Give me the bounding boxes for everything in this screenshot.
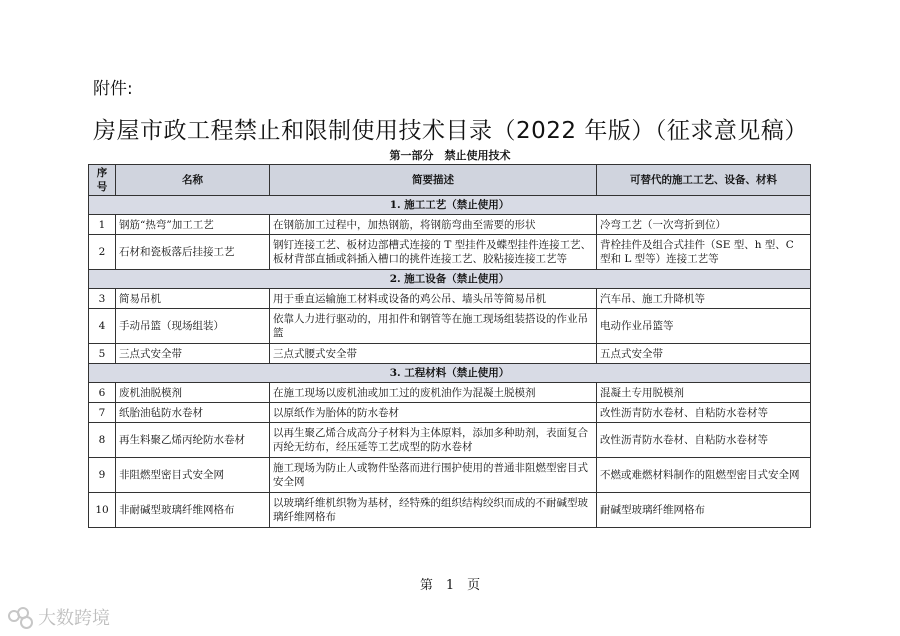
table-row <box>89 215 811 235</box>
section-row <box>89 270 811 289</box>
row-number: 5 <box>89 344 116 364</box>
row-name: 手动吊篮（现场组装） <box>116 309 270 344</box>
row-number: 3 <box>89 289 116 309</box>
row-alternative: 冷弯工艺（一次弯折到位） <box>597 215 811 235</box>
table-row <box>89 309 811 344</box>
row-description: 依靠人力进行驱动的，用扣件和钢管等在施工现场组装搭设的作业吊篮 <box>270 309 597 344</box>
table-row <box>89 235 811 270</box>
page-number: 第 1 页 <box>419 578 481 593</box>
table-body <box>89 196 811 528</box>
row-description: 以原纸作为胎体的防水卷材 <box>270 403 597 423</box>
table-row <box>89 289 811 309</box>
watermark-logo-icon <box>8 606 34 628</box>
section-label: 2. 施工设备（禁止使用） <box>89 270 811 289</box>
watermark-text: 大数跨境 <box>38 608 110 629</box>
row-name: 再生料聚乙烯丙纶防水卷材 <box>116 423 270 458</box>
row-description: 三点式腰式安全带 <box>270 344 597 364</box>
row-alternative: 五点式安全带 <box>597 344 811 364</box>
row-description: 以玻璃纤维机织物为基材，经特殊的组织结构绞织而成的不耐碱型玻璃纤维网格布 <box>270 493 597 528</box>
row-alternative: 改性沥青防水卷材、自粘防水卷材等 <box>597 423 811 458</box>
row-description: 用于垂直运输施工材料或设备的鸡公吊、墙头吊等简易吊机 <box>270 289 597 309</box>
row-number: 6 <box>89 383 116 403</box>
part-title: 第一部分 禁止使用技术 <box>389 149 511 162</box>
attachment-label: 附件: <box>93 79 133 99</box>
header-no: 序号 <box>89 165 116 196</box>
watermark <box>8 604 110 630</box>
header-alternative: 可替代的施工工艺、设备、材料 <box>597 165 811 196</box>
row-name: 废机油脱模剂 <box>116 383 270 403</box>
row-number: 2 <box>89 235 116 270</box>
row-description: 以再生聚乙烯合成高分子材料为主体原料，添加多种助剂，表面复合丙纶无纺布，经压延等工艺成型的防水卷材 <box>270 423 597 458</box>
table-row <box>89 458 811 493</box>
table-row <box>89 403 811 423</box>
row-description: 施工现场为防止人或物件坠落而进行围护使用的普通非阻燃型密目式安全网 <box>270 458 597 493</box>
row-alternative: 改性沥青防水卷材、自粘防水卷材等 <box>597 403 811 423</box>
row-alternative: 汽车吊、施工升降机等 <box>597 289 811 309</box>
row-name: 石材和瓷板落后挂接工艺 <box>116 235 270 270</box>
section-label: 3. 工程材料（禁止使用） <box>89 364 811 383</box>
row-description: 钢钉连接工艺、板材边部槽式连接的 T 型挂件及蝶型挂件连接工艺、板材背部直插或斜插入槽口的挑件连接工艺、胶粘接连接工艺等 <box>270 235 597 270</box>
row-number: 4 <box>89 309 116 344</box>
row-name: 钢筋“热弯”加工工艺 <box>116 215 270 235</box>
row-number: 7 <box>89 403 116 423</box>
row-alternative: 不燃或难燃材料制作的阻燃型密目式安全网 <box>597 458 811 493</box>
row-name: 简易吊机 <box>116 289 270 309</box>
technology-catalog-table <box>88 164 811 528</box>
table-row <box>89 493 811 528</box>
row-alternative: 耐碱型玻璃纤维网格布 <box>597 493 811 528</box>
header-name: 名称 <box>116 165 270 196</box>
table-row <box>89 423 811 458</box>
row-alternative: 背栓挂件及组合式挂件（SE 型、h 型、C 型和 L 型等）连接工艺等 <box>597 235 811 270</box>
row-number: 10 <box>89 493 116 528</box>
header-description: 简要描述 <box>270 165 597 196</box>
section-row <box>89 196 811 215</box>
document-title: 房屋市政工程禁止和限制使用技术目录（2022 年版）（征求意见稿） <box>93 118 808 144</box>
row-name: 纸胎油毡防水卷材 <box>116 403 270 423</box>
row-name: 三点式安全带 <box>116 344 270 364</box>
row-alternative: 电动作业吊篮等 <box>597 309 811 344</box>
row-alternative: 混凝土专用脱模剂 <box>597 383 811 403</box>
row-number: 9 <box>89 458 116 493</box>
section-row <box>89 364 811 383</box>
table-header-row <box>89 165 811 196</box>
row-description: 在施工现场以废机油或加工过的废机油作为混凝土脱模剂 <box>270 383 597 403</box>
row-name: 非阻燃型密目式安全网 <box>116 458 270 493</box>
section-label: 1. 施工工艺（禁止使用） <box>89 196 811 215</box>
row-description: 在钢筋加工过程中，加热钢筋，将钢筋弯曲至需要的形状 <box>270 215 597 235</box>
row-name: 非耐碱型玻璃纤维网格布 <box>116 493 270 528</box>
row-number: 8 <box>89 423 116 458</box>
table-row <box>89 344 811 364</box>
row-number: 1 <box>89 215 116 235</box>
table-row <box>89 383 811 403</box>
